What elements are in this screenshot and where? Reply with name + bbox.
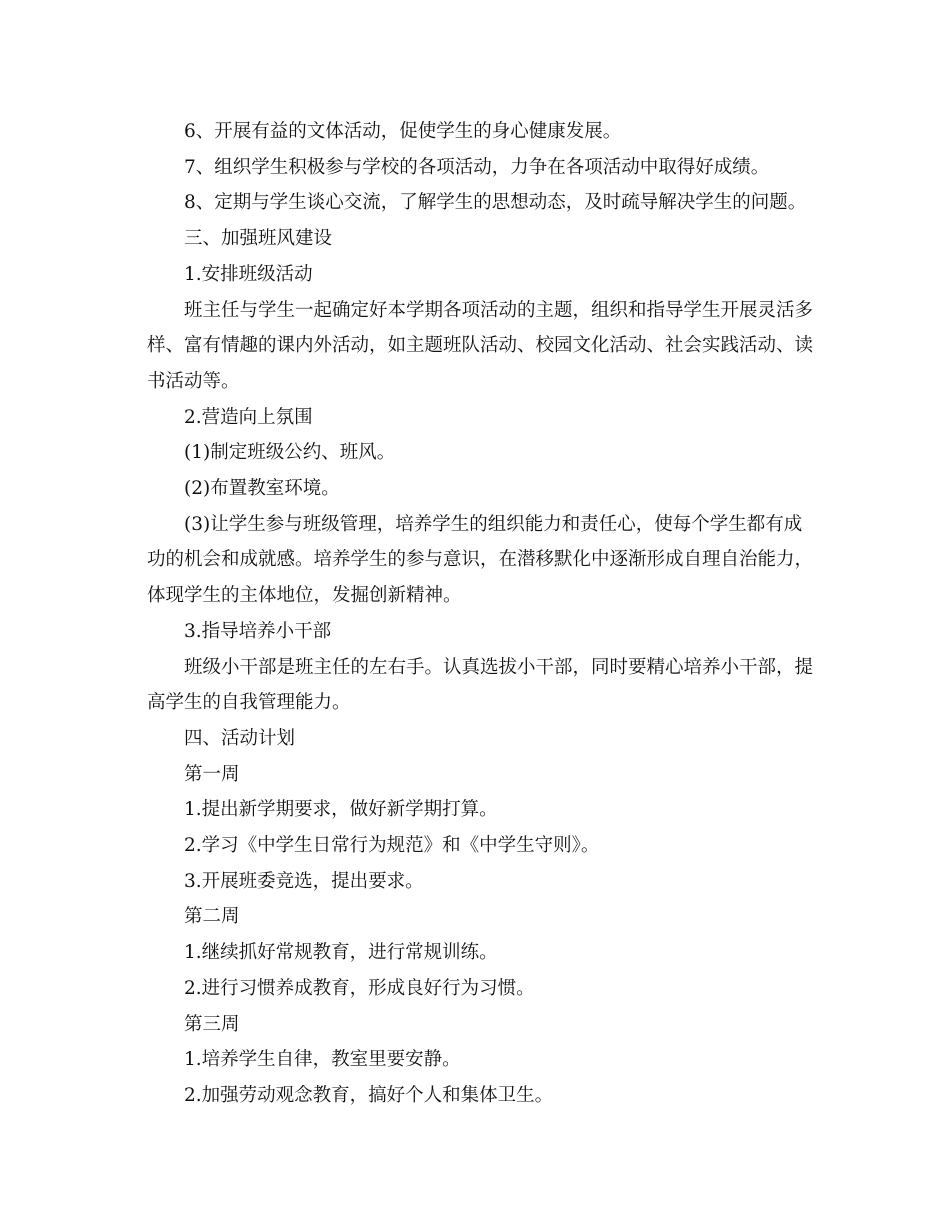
week-heading-1: 第一周 xyxy=(184,763,240,785)
paragraph-item-8: 8、定期与学生谈心交流，了解学生的思想动态，及时疏导解决学生的问题。 xyxy=(184,192,807,214)
week-2-item-1: 1.继续抓好常规教育，进行常规训练。 xyxy=(184,942,498,964)
subheading-positive-atmosphere: 2.营造向上氛围 xyxy=(184,406,313,428)
week-1-item-2: 2.学习《中学生日常行为规范》和《中学生守则》。 xyxy=(184,835,600,857)
week-3-item-2: 2.加强劳动观念教育，搞好个人和集体卫生。 xyxy=(184,1084,554,1106)
week-3-item-1: 1.培养学生自律，教室里要安静。 xyxy=(184,1049,461,1071)
paragraph-student-leaders: 班级小干部是班主任的左右手。认真选拔小干部，同时要精心培养小干部，提高学生的自我管理能力。 xyxy=(147,656,814,714)
list-item-class-management: (3)让学生参与班级管理，培养学生的组织能力和责任心，使每个学生都有成功的机会和成就感。培养学生的参与意识，在潜移默化中逐渐形成自理自治能力，体现学生的主体地位，发掘创新精神。 xyxy=(147,513,814,607)
week-heading-3: 第三周 xyxy=(184,1013,240,1035)
section-heading-class-culture: 三、加强班风建设 xyxy=(184,228,333,250)
subheading-student-leaders: 3.指导培养小干部 xyxy=(184,620,332,642)
list-item-class-convention: (1)制定班级公约、班风。 xyxy=(184,442,396,464)
paragraph-item-6: 6、开展有益的文体活动，促使学生的身心健康发展。 xyxy=(184,121,622,142)
week-2-item-2: 2.进行习惯养成教育，形成良好行为习惯。 xyxy=(184,977,535,999)
week-heading-2: 第二周 xyxy=(184,906,240,928)
paragraph-item-7: 7、组织学生积极参与学校的各项活动，力争在各项活动中取得好成绩。 xyxy=(184,156,770,178)
section-heading-activity-plan: 四、活动计划 xyxy=(184,727,296,749)
paragraph-class-activities: 班主任与学生一起确定好本学期各项活动的主题，组织和指导学生开展灵活多样、富有情趣的课内外活动，如主题班队活动、校园文化活动、社会实践活动、读书活动等。 xyxy=(147,299,814,392)
document-body xyxy=(147,114,817,1114)
week-1-item-3: 3.开展班委竞选，提出要求。 xyxy=(184,870,424,892)
list-item-classroom-environment: (2)布置教室环境。 xyxy=(184,478,340,500)
week-1-item-1: 1.提出新学期要求，做好新学期打算。 xyxy=(184,799,498,821)
subheading-class-activities: 1.安排班级活动 xyxy=(184,263,313,285)
